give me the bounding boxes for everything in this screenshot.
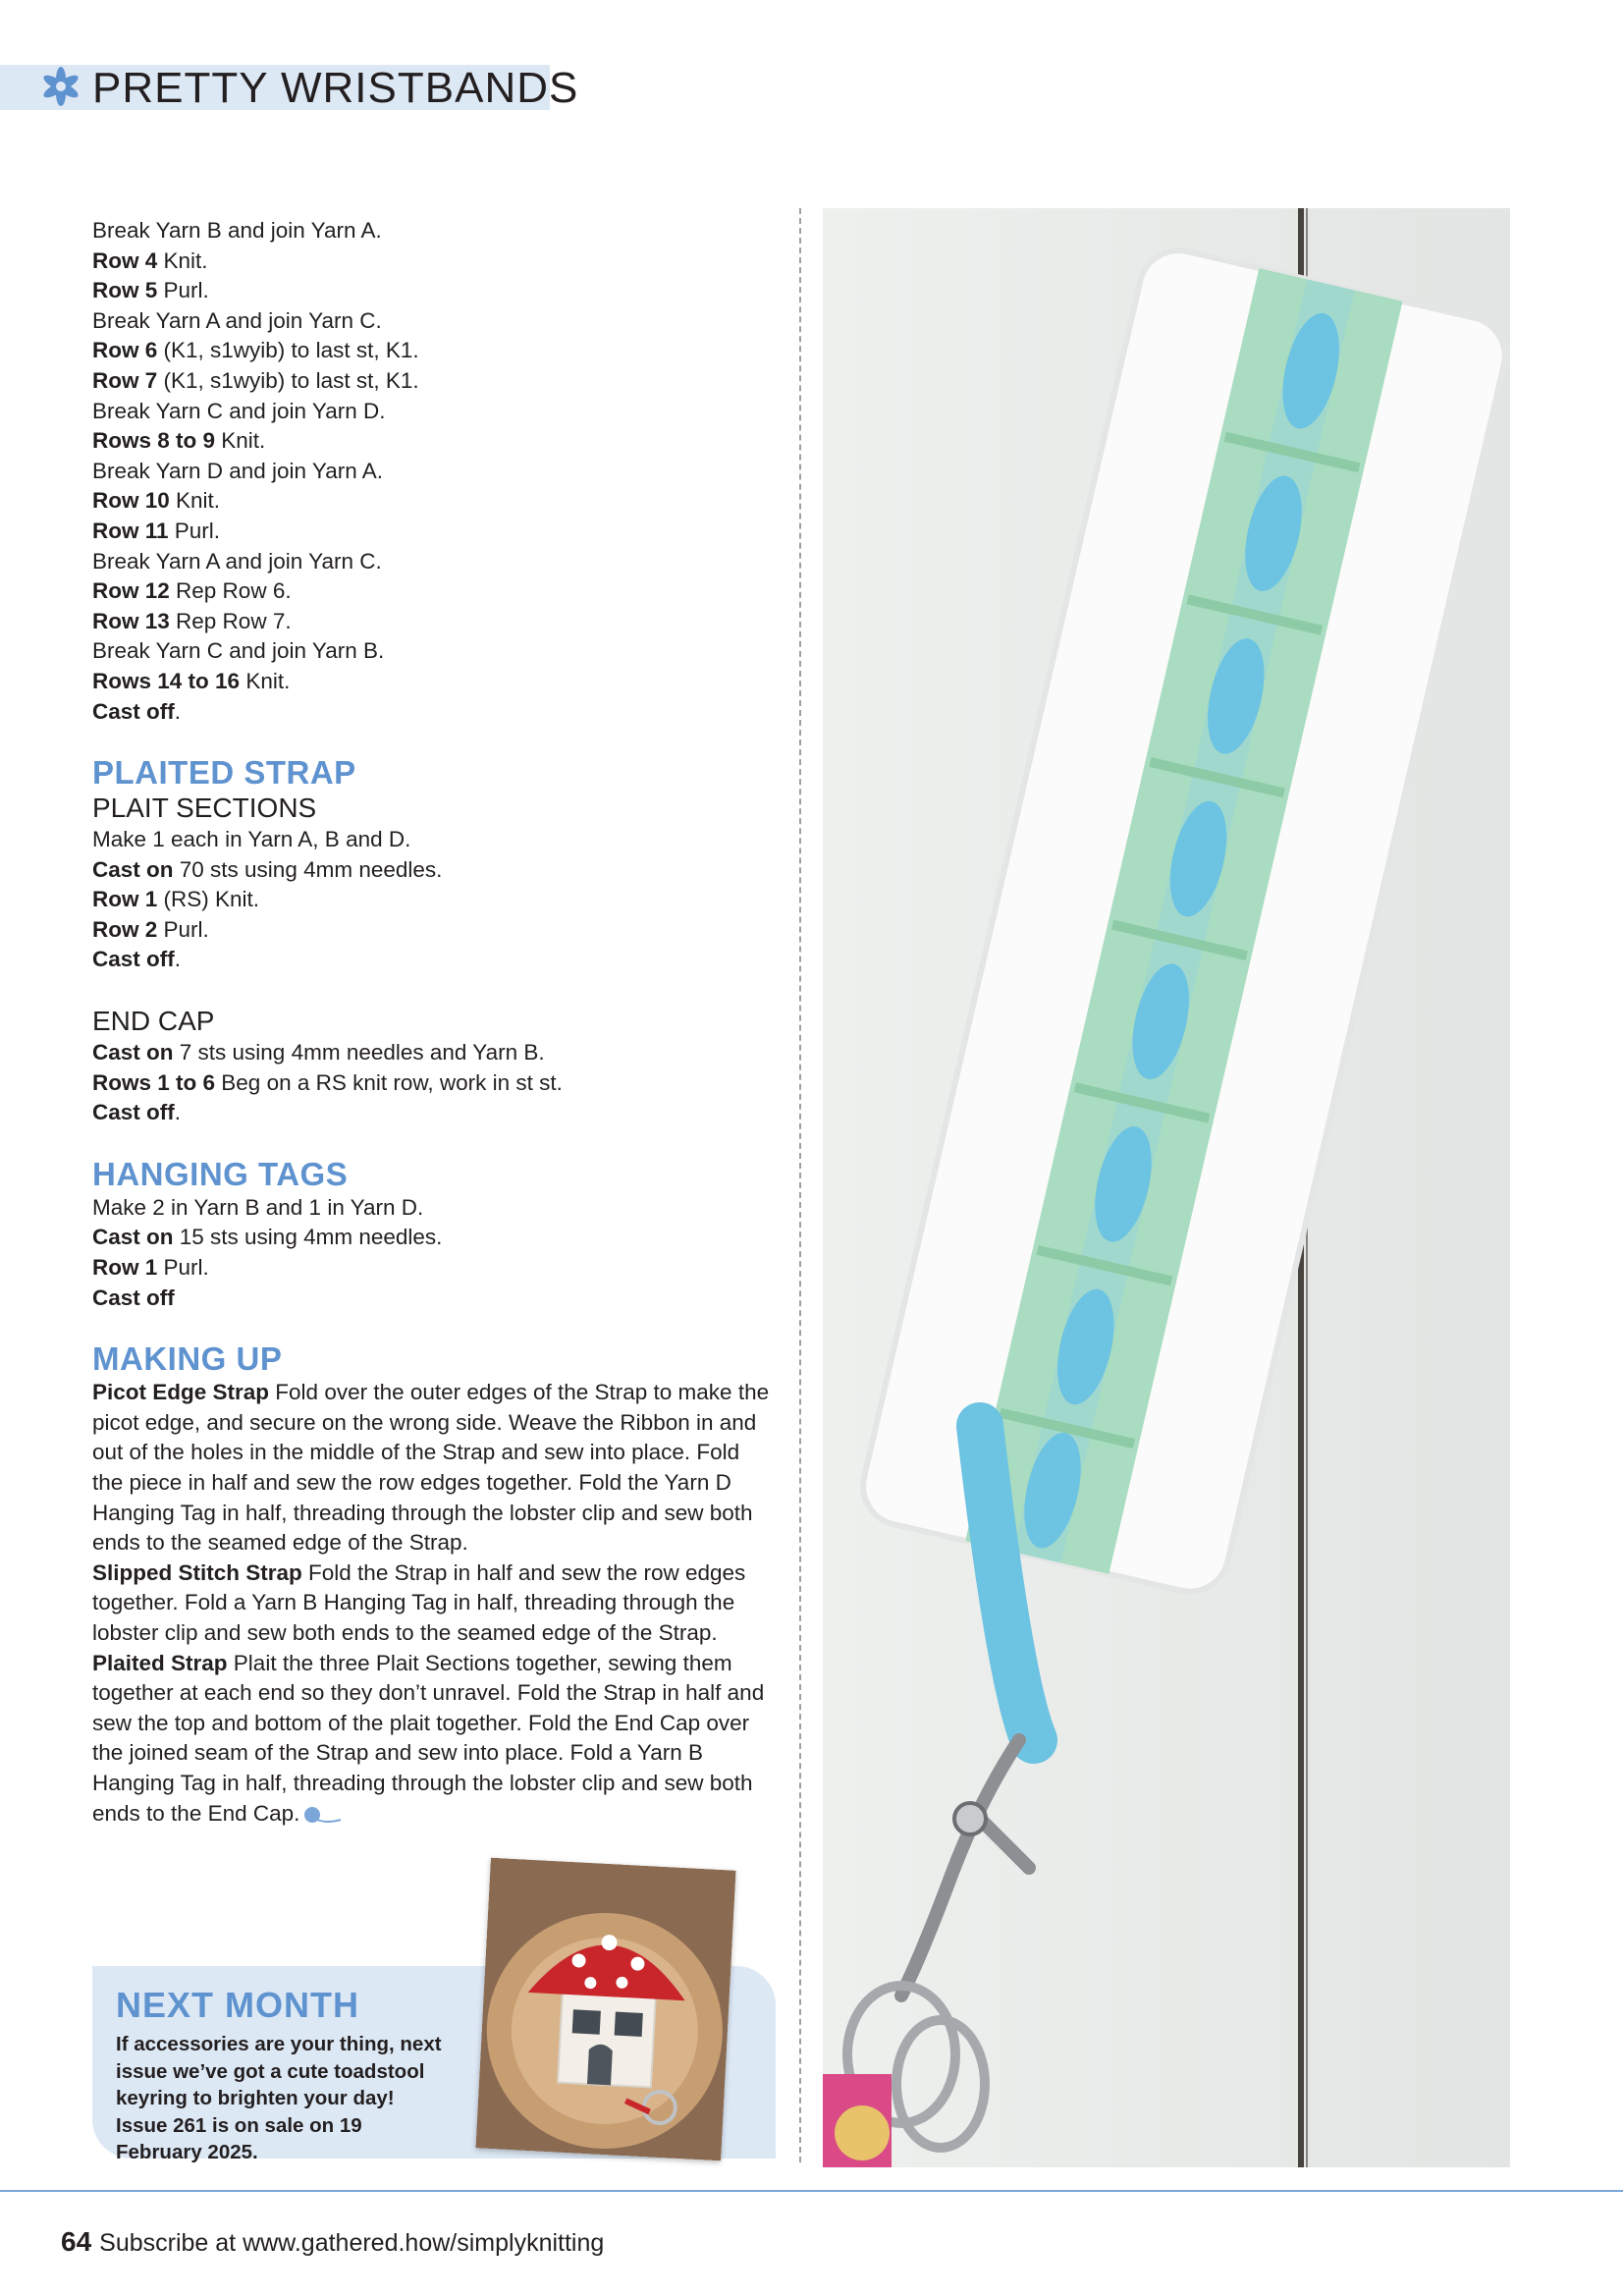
page-number: 64	[61, 2226, 92, 2257]
instruction-line: Break Yarn B and join Yarn A.	[92, 218, 382, 243]
paragraph-slipped-stitch: Slipped Stitch Strap Fold the Strap in half and sew the row edges together. Fold a Yarn B Hanging Tag in half, threading through the lobster clip and sew both ends to the seamed edge of the Strap.	[92, 1559, 746, 1645]
section-heading-making-up: MAKING UP	[92, 1340, 283, 1378]
instruction-line: Rows 8 to 9 Knit.	[92, 428, 266, 454]
instruction-line: Row 1 (RS) Knit.	[92, 887, 260, 912]
instruction-line: Rows 1 to 6 Beg on a RS knit row, work in st st.	[92, 1069, 563, 1095]
next-month-text: If accessories are your thing, next issue we’ve got a cute toadstool keyring to brighten your day! Issue 261 is on sale on 19 February 2025.	[116, 2033, 442, 2163]
subheading-plait-sections: PLAIT SECTIONS	[92, 793, 317, 824]
instruction-line: Cast off.	[92, 947, 182, 972]
instruction-line: Row 11 Purl.	[92, 518, 221, 543]
instruction-line: Cast off.	[92, 698, 182, 724]
footer-rule	[0, 2190, 1623, 2192]
instruction-line: Row 7 (K1, s1wyib) to last st, K1.	[92, 367, 419, 393]
instruction-line: Break Yarn A and join Yarn C.	[92, 548, 382, 574]
section-heading-plaited-strap: PLAITED STRAP	[92, 754, 356, 792]
footer	[61, 2227, 604, 2258]
instruction-line: Make 1 each in Yarn A, B and D.	[92, 827, 411, 852]
instruction-line: Cast off.	[92, 1100, 182, 1125]
instruction-line: Make 2 in Yarn B and 1 in Yarn D.	[92, 1194, 424, 1220]
toadstool-keyring-thumbnail	[475, 1858, 735, 2161]
instruction-line: Row 6 (K1, s1wyib) to last st, K1.	[92, 338, 419, 363]
pattern-column	[92, 216, 780, 1829]
instruction-line: Break Yarn C and join Yarn D.	[92, 398, 386, 423]
making-up-text	[92, 1378, 772, 1829]
instruction-line: Cast on 70 sts using 4mm needles.	[92, 856, 443, 882]
next-month-title: NEXT MONTH	[116, 1985, 359, 2025]
instruction-line: Break Yarn D and join Yarn A.	[92, 458, 384, 483]
instruction-line: Rows 14 to 16 Knit.	[92, 668, 291, 693]
column-divider	[799, 208, 801, 2162]
subheading-end-cap: END CAP	[92, 1006, 215, 1037]
instruction-line: Cast on 7 sts using 4mm needles and Yarn B.	[92, 1040, 545, 1066]
instruction-line: Row 4 Knit.	[92, 247, 208, 273]
page-title: PRETTY WRISTBANDS	[92, 64, 579, 112]
instruction-line: Row 10 Knit.	[92, 488, 221, 514]
subscribe-link-text[interactable]: Subscribe at www.gathered.how/simplyknitting	[99, 2229, 605, 2257]
instruction-line: Cast on 15 sts using 4mm needles.	[92, 1225, 443, 1250]
instruction-line: Row 12 Rep Row 6.	[92, 578, 292, 604]
instruction-line: Row 13 Rep Row 7.	[92, 608, 292, 633]
yarn-ball-icon	[303, 1806, 343, 1824]
wristband-photo	[823, 208, 1510, 2167]
instruction-line: Row 5 Purl.	[92, 278, 209, 303]
instruction-line: Break Yarn C and join Yarn B.	[92, 638, 385, 664]
instruction-line: Row 1 Purl.	[92, 1255, 209, 1281]
instruction-line: Break Yarn A and join Yarn C.	[92, 307, 382, 333]
section-heading-hanging-tags: HANGING TAGS	[92, 1155, 349, 1192]
instruction-line: Row 2 Purl.	[92, 916, 209, 942]
asterisk-flower-icon	[41, 67, 81, 106]
paragraph-plaited-strap: Plaited Strap Plait the three Plait Sections together, sewing them together at each end so they don’t unravel. Fold the Strap in half and sew the top and bottom of the plait together. Fold the End Cap over the joined seam of the Strap and sew into place. Fold a Yarn B Hanging Tag in half, threading through the lobster clip and sew both ends to the End Cap.	[92, 1650, 765, 1826]
paragraph-picot-edge: Picot Edge Strap Fold over the outer edges of the Strap to make the picot edge, and secure on the wrong side. Weave the Ribbon in and out of the holes in the middle of the Strap and sew into place. Fold the piece in half and sew the row edges together. Fold the Yarn D Hanging Tag in half, threading through the lobster clip and sew both ends to the seamed edge of the Strap.	[92, 1380, 770, 1556]
instruction-line: Cast off	[92, 1285, 175, 1310]
